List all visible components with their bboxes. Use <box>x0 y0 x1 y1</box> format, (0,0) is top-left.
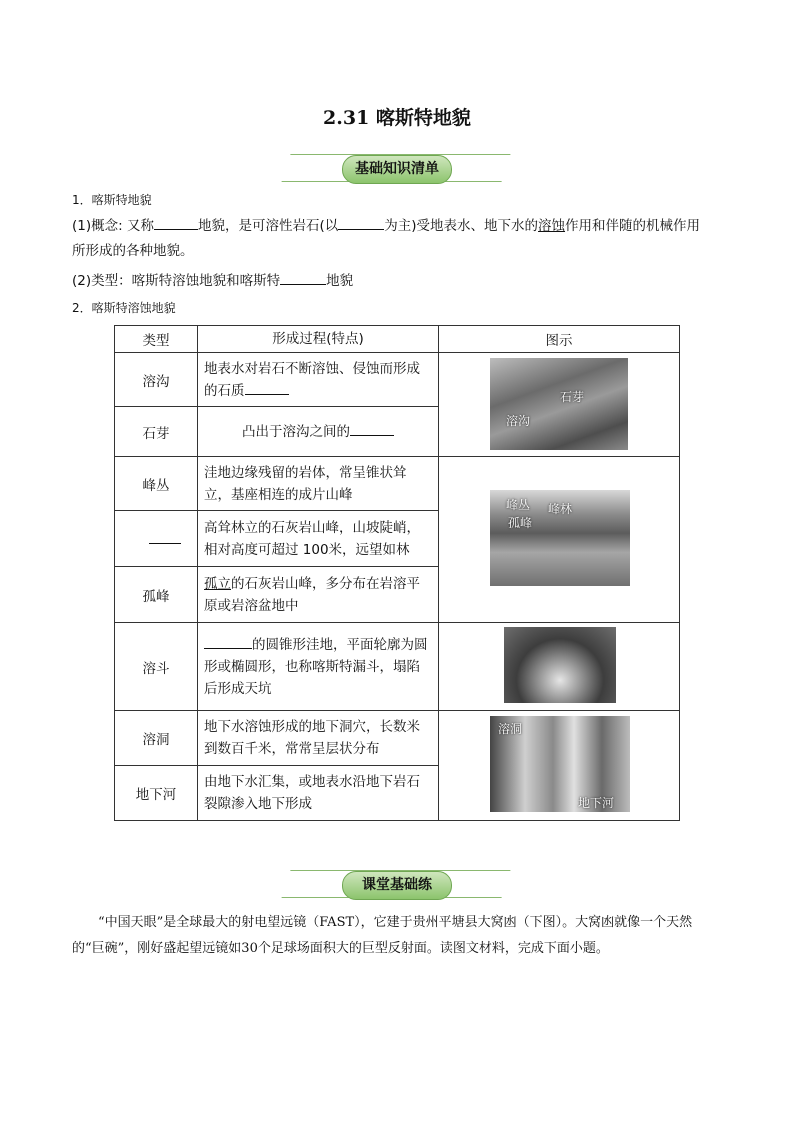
concept-paragraph: (1)概念: 又称 地貌，是可溶性岩石(以 为主)受地表水、地下水的溶蚀作用和伴随的机械作用 <box>72 215 724 237</box>
section-banner-basic-knowledge <box>286 152 506 186</box>
header-type: 类型 <box>115 326 198 353</box>
blank-field <box>204 634 252 649</box>
cell-type: 地下河 <box>115 766 198 821</box>
blank-field <box>280 270 326 285</box>
sinkhole-photo <box>504 627 616 703</box>
cell-desc: 高耸林立的石灰岩山峰，山坡陡峭，相对高度可超过 100米，远望如林 <box>198 511 439 567</box>
page-title: 2.31 喀斯特地貌 <box>323 107 471 129</box>
cell-type: 石芽 <box>115 407 198 457</box>
blank-field <box>245 380 289 395</box>
cell-type: 孤峰 <box>115 567 198 623</box>
blank-field <box>338 215 384 230</box>
photo-label: 溶沟 <box>506 414 531 428</box>
cell-desc: 洼地边缘残留的岩体，常呈锥状耸立，基座相连的成片山峰 <box>198 457 439 511</box>
photo-label: 峰林 <box>548 502 573 516</box>
section-banner-class-practice <box>286 868 506 902</box>
cell-desc: 地下水溶蚀形成的地下洞穴，长数米到数百千米，常常呈层状分布 <box>198 711 439 766</box>
cell-type: 溶沟 <box>115 353 198 407</box>
types-paragraph: (2)类型：喀斯特溶蚀地貌和喀斯特 地貌 <box>72 270 724 292</box>
peak-cluster-photo <box>490 490 630 586</box>
cell-desc: 地表水对岩石不断溶蚀、侵蚀而形成的石质 <box>198 353 439 407</box>
cave-photo <box>490 716 630 812</box>
table-header-row <box>115 326 680 353</box>
photo-label: 孤峰 <box>508 516 533 530</box>
cell-type: 溶斗 <box>115 623 198 711</box>
cell-type: 溶洞 <box>115 711 198 766</box>
cell-desc: 凸出于溶沟之间的 <box>198 407 439 457</box>
section1-heading: 1．喀斯特地貌 <box>72 193 152 207</box>
photo-label: 溶洞 <box>498 722 523 736</box>
question-paragraph: “中国天眼”是全球最大的射电望远镜（FAST），它建于贵州平塘县大窝凼（下图）。大窝凼就像一个天然的“巨碗”，刚好盛起望远镜如30个足球场面积大的巨型反射面。读图文材料，完成下面小题。 <box>72 915 693 956</box>
blank-field <box>350 421 394 436</box>
photo-label: 地下河 <box>578 796 615 810</box>
karren-photo <box>490 358 628 450</box>
header-illustration: 图示 <box>439 326 680 353</box>
banner-label: 课堂基础练 <box>342 871 452 900</box>
concept-paragraph-cont: 所形成的各种地貌。 <box>72 243 194 259</box>
photo-label: 峰丛 <box>506 498 531 512</box>
cell-desc: 孤立的石灰岩山峰，多分布在岩溶平原或岩溶盆地中 <box>198 567 439 623</box>
section2-heading: 2．喀斯特溶蚀地貌 <box>72 301 176 315</box>
blank-field <box>154 215 198 230</box>
cell-desc: 的圆锥形洼地，平面轮廓为圆形或椭圆形，也称喀斯特漏斗，塌陷后形成天坑 <box>198 623 439 711</box>
header-process: 形成过程(特点) <box>198 326 439 353</box>
cell-desc: 由地下水汇集，或地表水沿地下岩石裂隙渗入地下形成 <box>198 766 439 821</box>
banner-label: 基础知识清单 <box>342 155 452 184</box>
blank-field <box>149 529 181 544</box>
photo-label: 石芽 <box>560 390 585 404</box>
cell-type: 峰丛 <box>115 457 198 511</box>
cell-type-blank <box>115 511 198 567</box>
